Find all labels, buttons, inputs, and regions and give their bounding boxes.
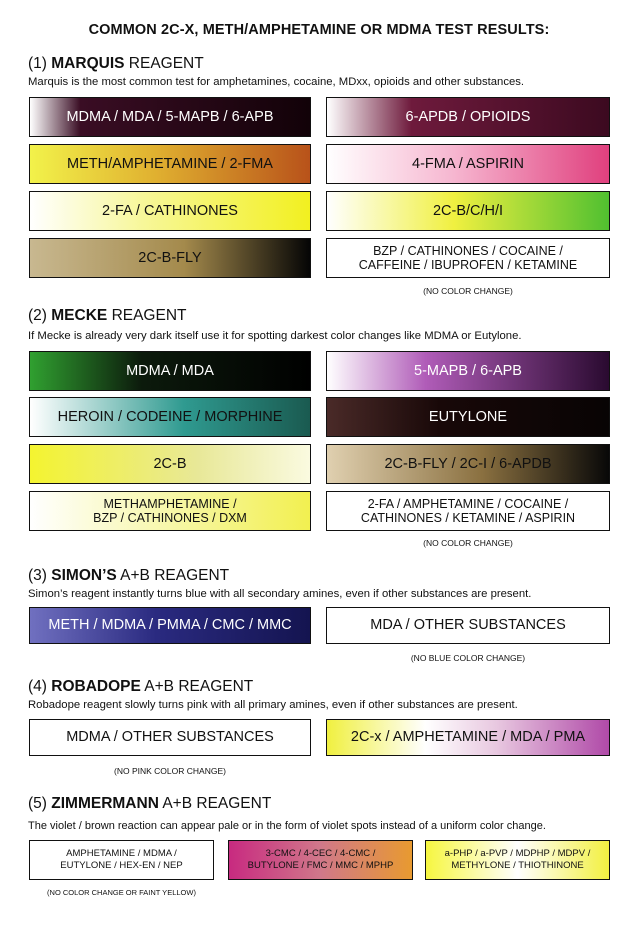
zimmermann-heading-suffix: A+B REAGENT <box>162 795 272 812</box>
simons-result-no-change-label: MDA / OTHER SUBSTANCES <box>370 617 566 634</box>
mecke-result-2cbfly <box>326 444 610 484</box>
marquis-result-2cbfly-label: 2C-B-FLY <box>138 249 202 266</box>
robadope-heading-name: ROBADOPE <box>51 678 141 695</box>
marquis-result-2fa-label: 2-FA / CATHINONES <box>102 202 238 219</box>
mecke-heading-suffix: REAGENT <box>111 307 187 324</box>
marquis-result-2cb-label: 2C-B/C/H/I <box>432 202 504 219</box>
mecke-heading-name: MECKE <box>51 307 108 324</box>
robadope-note: (NO PINK COLOR CHANGE) <box>114 766 226 776</box>
robadope-result-no-change <box>29 719 311 756</box>
mecke-note: (NO COLOR CHANGE) <box>423 538 513 548</box>
marquis-description: Marquis is the most common test for amphetamines, cocaine, MDxx, opioids and other substances. <box>28 76 525 88</box>
marquis-heading <box>28 55 204 73</box>
marquis-result-4fma-label: 4-FMA / ASPIRIN <box>412 155 524 172</box>
marquis-heading-number: (1) <box>28 55 47 72</box>
mecke-result-eutylone-label: EUTYLONE <box>428 408 508 425</box>
simons-heading <box>28 567 229 585</box>
marquis-result-6apdb <box>326 97 610 137</box>
mecke-result-5mapb-label: 5-MAPB / 6-APB <box>414 362 522 379</box>
marquis-result-no-change-label: BZP / CATHINONES / COCAINE / CAFFEINE / IBUPROFEN / KETAMINE <box>358 243 578 272</box>
marquis-result-meth <box>29 144 311 184</box>
marquis-result-meth-label: METH/AMPHETAMINE / 2-FMA <box>67 155 273 172</box>
simons-result-no-change <box>326 607 610 644</box>
simons-heading-suffix: A+B REAGENT <box>120 567 230 584</box>
robadope-heading <box>28 678 253 696</box>
zimmermann-result-amphetamine <box>29 840 214 880</box>
zimmermann-result-apvp-label: a-PHP / a-PVP / MDPHP / MDPV / METHYLONE / THIOTHINONE <box>444 847 591 871</box>
mecke-result-meth-label: METHAMPHETAMINE / BZP / CATHINONES / DXM <box>93 496 247 525</box>
mecke-result-2cb-label: 2C-B <box>153 455 187 472</box>
simons-result-meth-label: METH / MDMA / PMMA / CMC / MMC <box>48 617 292 634</box>
simons-heading-name: SIMON’S <box>51 567 117 584</box>
mecke-result-no-change-label: 2-FA / AMPHETAMINE / COCAINE / CATHINONES / KETAMINE / ASPIRIN <box>360 496 576 525</box>
robadope-heading-suffix: A+B REAGENT <box>144 678 254 695</box>
mecke-result-eutylone <box>326 397 610 437</box>
robadope-result-2cx-label: 2C-x / AMPHETAMINE / MDA / PMA <box>350 729 586 746</box>
zimmermann-result-cmc <box>228 840 413 880</box>
simons-result-meth <box>29 607 311 644</box>
marquis-result-mdma <box>29 97 311 137</box>
zimmermann-heading-name: ZIMMERMANN <box>51 795 159 812</box>
zimmermann-heading-number: (5) <box>28 795 47 812</box>
simons-description: Simon’s reagent instantly turns blue with all secondary amines, even if other substances are present. <box>28 588 532 600</box>
page-title: COMMON 2C-X, METH/AMPHETAMINE OR MDMA TEST RESULTS: <box>88 22 550 38</box>
mecke-heading-number: (2) <box>28 307 47 324</box>
zimmermann-description: The violet / brown reaction can appear pale or in the form of violet spots instead of a uniform color change. <box>28 820 546 832</box>
mecke-result-2cbfly-label: 2C-B-FLY / 2C-I / 6-APDB <box>384 455 552 472</box>
marquis-heading-suffix: REAGENT <box>128 55 204 72</box>
marquis-result-6apdb-label: 6-APDB / OPIOIDS <box>405 108 531 125</box>
marquis-result-2cbfly <box>29 238 311 278</box>
mecke-heading <box>28 307 187 325</box>
marquis-result-4fma <box>326 144 610 184</box>
mecke-result-mdma-label: MDMA / MDA <box>126 362 214 379</box>
marquis-heading-name: MARQUIS <box>51 55 125 72</box>
robadope-result-no-change-label: MDMA / OTHER SUBSTANCES <box>66 729 274 746</box>
mecke-result-2cb <box>29 444 311 484</box>
marquis-result-2cb <box>326 191 610 231</box>
marquis-note: (NO COLOR CHANGE) <box>423 286 513 296</box>
zimmermann-result-apvp <box>425 840 610 880</box>
marquis-result-2fa <box>29 191 311 231</box>
mecke-result-mdma <box>29 351 311 391</box>
mecke-description: If Mecke is already very dark itself use it for spotting darkest color changes like MDMA or Eutylone. <box>28 330 522 342</box>
mecke-result-5mapb <box>326 351 610 391</box>
robadope-heading-number: (4) <box>28 678 47 695</box>
mecke-result-heroin <box>29 397 311 437</box>
zimmermann-result-cmc-label: 3-CMC / 4-CEC / 4-CMC / BUTYLONE / FMC / MMC / MPHP <box>247 847 394 871</box>
robadope-description: Robadope reagent slowly turns pink with all primary amines, even if other substances are present. <box>28 699 518 711</box>
zimmermann-heading <box>28 795 271 813</box>
zimmermann-result-amphetamine-label: AMPHETAMINE / MDMA / EUTYLONE / HEX-EN / NEP <box>60 847 183 871</box>
simons-note: (NO BLUE COLOR CHANGE) <box>410 653 526 663</box>
mecke-result-meth <box>29 491 311 531</box>
mecke-result-heroin-label: HEROIN / CODEINE / MORPHINE <box>57 408 283 425</box>
robadope-result-2cx <box>326 719 610 756</box>
marquis-result-no-change <box>326 238 610 278</box>
zimmermann-note: (NO COLOR CHANGE OR FAINT YELLOW) <box>47 888 196 897</box>
mecke-result-no-change <box>326 491 610 531</box>
simons-heading-number: (3) <box>28 567 47 584</box>
marquis-result-mdma-label: MDMA / MDA / 5-MAPB / 6-APB <box>66 108 274 125</box>
